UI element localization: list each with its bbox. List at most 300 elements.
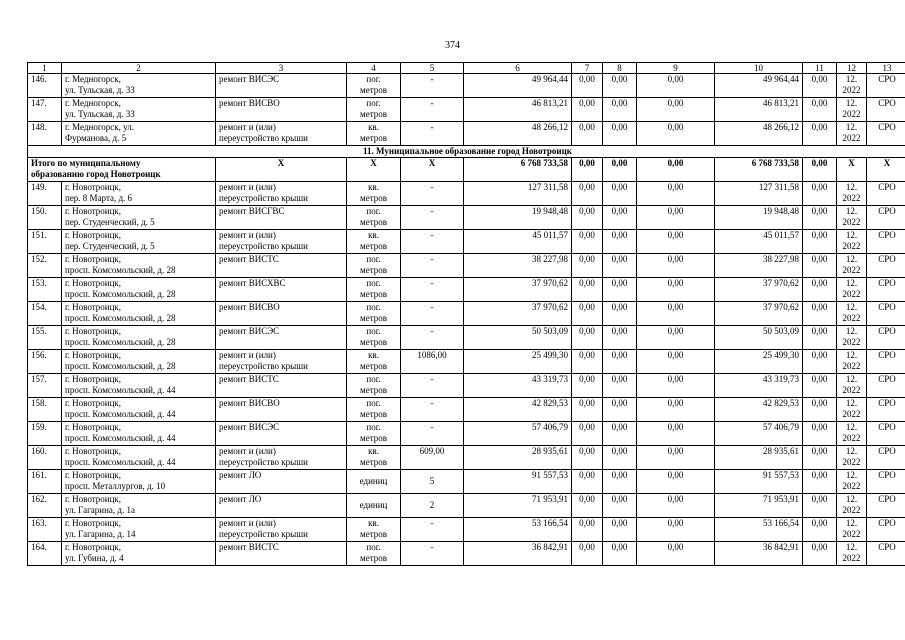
- cell-text: 0,00: [667, 446, 684, 456]
- cell-text: СРО: [878, 374, 896, 384]
- cell-text: 12.: [845, 494, 858, 504]
- cell-text: пог.: [366, 374, 381, 384]
- cell-text: пог.: [366, 302, 381, 312]
- cell-text: 0,00: [611, 518, 628, 528]
- table-row: [28, 182, 905, 206]
- cell-text: 0,00: [611, 254, 628, 264]
- unit-cell: [347, 278, 401, 302]
- cell-text: 146.: [31, 74, 47, 84]
- cost-cell: [715, 398, 803, 422]
- value-cell: [603, 398, 637, 422]
- cell-text: 0,00: [579, 122, 595, 132]
- value-cell: [603, 350, 637, 374]
- cell-text: 150.: [31, 206, 47, 216]
- cell-text: кв.: [368, 446, 379, 456]
- value-cell: [637, 374, 715, 398]
- cell-text: 71 953,91: [532, 494, 568, 504]
- value-cell: [572, 74, 603, 98]
- cost-cell: [715, 326, 803, 350]
- address-cell: [62, 398, 216, 422]
- date-cell: [837, 278, 867, 302]
- cell-text: 0,00: [811, 542, 828, 552]
- column-number: 12: [837, 63, 867, 74]
- cost-cell: [715, 182, 803, 206]
- unit-cell: [347, 494, 401, 518]
- cell-text: Фурманова, д. 5: [65, 132, 127, 143]
- date-cell: [837, 518, 867, 542]
- date-cell: [837, 98, 867, 122]
- value-cell: [803, 494, 837, 518]
- cost-cell: [715, 302, 803, 326]
- work-type-cell: [216, 206, 347, 230]
- cell-text: 0,00: [811, 350, 828, 360]
- cost-total-cell: [464, 74, 572, 98]
- quantity-cell: [401, 422, 464, 446]
- cell-text: г. Новотроицк,: [65, 446, 122, 456]
- method-cell: [867, 254, 905, 278]
- cell-text: 25 499,30: [532, 350, 568, 360]
- value-cell: [572, 254, 603, 278]
- date-cell: [837, 326, 867, 350]
- cell-text: 42 829,53: [532, 398, 568, 408]
- address-cell: [62, 122, 216, 146]
- cell-text: СРО: [878, 74, 896, 84]
- section-title: [28, 146, 905, 158]
- method-cell: [867, 278, 905, 302]
- unit-cell: [347, 182, 401, 206]
- cell-text: просп. Комсомольский, д. 28: [65, 360, 176, 371]
- unit-cell: [347, 350, 401, 374]
- cell-text: 46 813,21: [763, 98, 799, 108]
- cell-text: 91 557,53: [763, 470, 799, 480]
- work-type-cell: [216, 254, 347, 278]
- cell-text: 19 948,48: [532, 206, 568, 216]
- value-cell: [803, 326, 837, 350]
- cell-text: 0,00: [811, 158, 828, 168]
- cost-total-cell: [464, 122, 572, 146]
- cell-text: 149.: [31, 182, 47, 192]
- cell-text: 164.: [31, 542, 47, 552]
- cell-text: -: [430, 326, 434, 336]
- cell-text: 36 842,91: [532, 542, 568, 552]
- table-row: [28, 326, 905, 350]
- cell-text: 0,00: [611, 74, 628, 84]
- work-type-cell: [216, 182, 347, 206]
- cost-total-cell: [464, 302, 572, 326]
- method-cell: [867, 470, 905, 494]
- date-cell: [837, 302, 867, 326]
- cell-text: 0,00: [579, 350, 595, 360]
- section-title-row: [28, 146, 905, 158]
- cell-text: 2022: [842, 84, 861, 95]
- address-cell: [62, 374, 216, 398]
- cell-text: г. Новотроицк,: [65, 206, 122, 216]
- cell-text: 2022: [842, 480, 861, 491]
- value-cell: [803, 182, 837, 206]
- cell-text: 0,00: [579, 98, 595, 108]
- cost-cell: [715, 518, 803, 542]
- cell-text: пог.: [366, 254, 381, 264]
- value-cell: [637, 326, 715, 350]
- quantity-cell: [401, 350, 464, 374]
- cell-text: метров: [360, 384, 387, 395]
- cell-text: 12.: [845, 182, 858, 192]
- row-number: [28, 470, 62, 494]
- cell-text: 0,00: [611, 350, 628, 360]
- cell-text: пог.: [366, 278, 381, 288]
- cell-text: 0,00: [667, 422, 684, 432]
- cell-text: 19 948,48: [763, 206, 799, 216]
- cell-text: 50 503,09: [532, 326, 568, 336]
- quantity-cell: [401, 302, 464, 326]
- value-cell: [572, 182, 603, 206]
- cell-text: ремонт ВИСТС: [219, 542, 279, 552]
- value-cell: [637, 74, 715, 98]
- cell-text: 12.: [845, 74, 858, 84]
- cell-text: 2022: [842, 216, 861, 227]
- cost-total-cell: [464, 422, 572, 446]
- table-row: [28, 122, 905, 146]
- cell-text: метров: [360, 216, 387, 227]
- cost-cell: [715, 122, 803, 146]
- cell-text: 57 406,79: [763, 422, 799, 432]
- column-number: 10: [715, 63, 803, 74]
- quantity-cell: [401, 470, 464, 494]
- cell-text: 0,00: [611, 122, 628, 132]
- cell-text: кв.: [368, 350, 379, 360]
- cell-text: 49 964,44: [763, 74, 799, 84]
- column-number: 3: [216, 63, 347, 74]
- cell-text: переустройство крыши: [219, 528, 308, 539]
- total-cell: [401, 158, 464, 182]
- cell-text: 48 266,12: [763, 122, 799, 132]
- cell-text: 0,00: [667, 74, 684, 84]
- cell-text: 0,00: [667, 182, 684, 192]
- cost-cell: [715, 422, 803, 446]
- cell-text: 162.: [31, 494, 47, 504]
- cell-text: 2022: [842, 264, 861, 275]
- cell-text: ремонт и (или): [219, 350, 276, 360]
- cell-text: метров: [360, 456, 387, 467]
- cell-text: кв.: [368, 122, 379, 132]
- cost-total-cell: [464, 230, 572, 254]
- value-cell: [803, 206, 837, 230]
- cell-text: г. Новотроицк,: [65, 398, 122, 408]
- cell-text: просп. Комсомольский, д. 44: [65, 384, 176, 395]
- cost-total-cell: [464, 182, 572, 206]
- cell-text: 46 813,21: [532, 98, 568, 108]
- value-cell: [603, 542, 637, 566]
- method-cell: [867, 74, 905, 98]
- cell-text: ремонт ВИСВО: [219, 98, 280, 108]
- value-cell: [572, 446, 603, 470]
- cell-text: 38 227,98: [532, 254, 568, 264]
- value-cell: [637, 278, 715, 302]
- value-cell: [603, 326, 637, 350]
- work-type-cell: [216, 98, 347, 122]
- value-cell: [637, 230, 715, 254]
- cell-text: 37 970,62: [763, 302, 799, 312]
- cell-text: 49 964,44: [532, 74, 568, 84]
- address-cell: [62, 254, 216, 278]
- cell-text: просп. Комсомольский, д. 44: [65, 432, 176, 443]
- cell-text: просп. Комсомольский, д. 28: [65, 264, 176, 275]
- value-cell: [803, 122, 837, 146]
- value-cell: [572, 122, 603, 146]
- date-cell: [837, 122, 867, 146]
- cell-text: 0,00: [611, 470, 628, 480]
- cell-text: кв.: [368, 182, 379, 192]
- cell-text: 38 227,98: [763, 254, 799, 264]
- cell-text: метров: [360, 312, 387, 323]
- cell-text: 0,00: [811, 230, 828, 240]
- quantity-cell: [401, 98, 464, 122]
- cell-text: 2022: [842, 132, 861, 143]
- cost-total-cell: [464, 98, 572, 122]
- value-cell: [637, 206, 715, 230]
- quantity-cell: [401, 494, 464, 518]
- cell-text: СРО: [878, 350, 896, 360]
- cell-text: метров: [360, 192, 387, 203]
- cell-text: 0,00: [667, 302, 684, 312]
- table-row: [28, 398, 905, 422]
- value-cell: [803, 374, 837, 398]
- work-type-cell: [216, 518, 347, 542]
- value-cell: [572, 326, 603, 350]
- cell-text: 0,00: [611, 302, 628, 312]
- cell-text: г. Новотроицк,: [65, 518, 122, 528]
- cell-text: пер. 8 Марта, д. 6: [65, 192, 133, 203]
- cell-text: -: [430, 422, 434, 432]
- value-cell: [803, 230, 837, 254]
- cell-text: просп. Комсомольский, д. 28: [65, 336, 176, 347]
- cell-text: 0,00: [579, 254, 595, 264]
- cell-text: 0,00: [579, 518, 595, 528]
- cell-text: -: [430, 518, 434, 528]
- row-number: [28, 374, 62, 398]
- cell-text: 2022: [842, 456, 861, 467]
- value-cell: [637, 446, 715, 470]
- cell-text: 0,00: [811, 122, 828, 132]
- quantity-cell: [401, 446, 464, 470]
- cell-text: ремонт ВИСТС: [219, 374, 279, 384]
- cell-text: 0,00: [611, 182, 628, 192]
- cost-cell: [715, 278, 803, 302]
- value-cell: [637, 254, 715, 278]
- cell-text: 2022: [842, 528, 861, 539]
- value-cell: [803, 278, 837, 302]
- column-number: 6: [464, 63, 572, 74]
- value-cell: [603, 446, 637, 470]
- work-type-cell: [216, 398, 347, 422]
- table-row: [28, 422, 905, 446]
- cell-text: 0,00: [667, 230, 684, 240]
- cell-text: 0,00: [667, 542, 684, 552]
- cost-total-cell: [464, 206, 572, 230]
- cell-text: 37 970,62: [532, 278, 568, 288]
- unit-cell: [347, 74, 401, 98]
- cell-text: 0,00: [667, 158, 684, 168]
- cell-text: ремонт ВИСЭС: [219, 422, 280, 432]
- work-type-cell: [216, 122, 347, 146]
- quantity-cell: [401, 398, 464, 422]
- table-row: [28, 446, 905, 470]
- date-cell: [837, 350, 867, 374]
- cell-text: пог.: [366, 206, 381, 216]
- value-cell: [637, 398, 715, 422]
- cell-text: 0,00: [579, 422, 595, 432]
- cell-text: -: [430, 398, 434, 408]
- cell-text: 0,00: [811, 254, 828, 264]
- value-cell: [572, 302, 603, 326]
- table-row: [28, 302, 905, 326]
- value-cell: [572, 98, 603, 122]
- cell-text: 2022: [842, 432, 861, 443]
- work-type-cell: [216, 542, 347, 566]
- total-cost: [715, 158, 803, 182]
- value-cell: [637, 350, 715, 374]
- unit-cell: [347, 254, 401, 278]
- cell-text: 0,00: [811, 74, 828, 84]
- date-cell: [837, 206, 867, 230]
- cell-text: 53 166,54: [532, 518, 568, 528]
- cell-text: СРО: [878, 422, 896, 432]
- cell-text: 0,00: [811, 98, 828, 108]
- cell-text: пог.: [366, 74, 381, 84]
- cell-text: 12.: [845, 302, 858, 312]
- cell-text: 12.: [845, 254, 858, 264]
- cell-text: 159.: [31, 422, 47, 432]
- date-cell: [837, 74, 867, 98]
- address-cell: [62, 542, 216, 566]
- cell-text: 12.: [845, 374, 858, 384]
- cell-text: 0,00: [811, 374, 828, 384]
- cell-text: 0,00: [611, 494, 628, 504]
- cell-text: -: [430, 98, 434, 108]
- value-cell: [803, 446, 837, 470]
- total-cell: [216, 158, 347, 182]
- cell-text: Х: [883, 158, 891, 168]
- quantity-cell: [401, 206, 464, 230]
- cell-text: 6 768 733,58: [520, 158, 568, 168]
- cell-text: 154.: [31, 302, 47, 312]
- date-cell: [837, 542, 867, 566]
- cell-text: метров: [360, 432, 387, 443]
- cell-text: пер. Студенческий, д. 5: [65, 240, 155, 251]
- cell-text: -: [430, 206, 434, 216]
- address-cell: [62, 182, 216, 206]
- cost-cell: [715, 470, 803, 494]
- value-cell: [572, 230, 603, 254]
- method-cell: [867, 206, 905, 230]
- cell-text: СРО: [878, 206, 896, 216]
- cell-text: ремонт ЛО: [219, 470, 262, 480]
- value-cell: [803, 302, 837, 326]
- column-number: 5: [401, 63, 464, 74]
- cell-text: 0,00: [579, 278, 595, 288]
- cell-text: 12.: [845, 470, 858, 480]
- cost-cell: [715, 374, 803, 398]
- row-number: [28, 98, 62, 122]
- address-cell: [62, 230, 216, 254]
- value-cell: [603, 182, 637, 206]
- work-type-cell: [216, 326, 347, 350]
- address-cell: [62, 98, 216, 122]
- cell-text: ремонт ВИСТС: [219, 254, 279, 264]
- cost-total-cell: [464, 518, 572, 542]
- total-cell: [837, 158, 867, 182]
- value-cell: [637, 98, 715, 122]
- unit-cell: [347, 446, 401, 470]
- cell-text: ремонт ВИСВО: [219, 398, 280, 408]
- cell-text: г. Новотроицк,: [65, 254, 122, 264]
- cell-text: 0,00: [811, 278, 828, 288]
- cell-text: ремонт ВИСХВС: [219, 278, 286, 288]
- cell-text: просп. Металлургов, д. 10: [65, 480, 166, 491]
- cell-text: 12.: [845, 350, 858, 360]
- value-cell: [572, 494, 603, 518]
- table-row: [28, 374, 905, 398]
- cell-text: 12.: [845, 230, 858, 240]
- quantity-cell: [401, 230, 464, 254]
- cell-text: ремонт и (или): [219, 182, 276, 192]
- table-row: [28, 518, 905, 542]
- cell-text: -: [430, 278, 434, 288]
- cell-text: 1086,00: [417, 350, 447, 360]
- cell-text: 0,00: [811, 326, 828, 336]
- cell-text: ул. Гагарина, д. 14: [65, 528, 136, 539]
- cell-text: 12.: [845, 98, 858, 108]
- cell-text: -: [430, 254, 434, 264]
- cell-text: 0,00: [811, 302, 828, 312]
- method-cell: [867, 542, 905, 566]
- address-cell: [62, 302, 216, 326]
- cell-text: СРО: [878, 182, 896, 192]
- cell-text: 28 935,61: [532, 446, 568, 456]
- cell-text: пог.: [366, 542, 381, 552]
- table-body: [28, 63, 905, 566]
- cell-text: -: [430, 182, 434, 192]
- quantity-cell: [401, 74, 464, 98]
- cell-text: 127 311,58: [758, 182, 799, 192]
- quantity-cell: [401, 254, 464, 278]
- cell-text: переустройство крыши: [219, 192, 308, 203]
- cell-text: г. Медногорск, ул.: [65, 122, 135, 132]
- method-cell: [867, 398, 905, 422]
- cell-text: 156.: [31, 350, 47, 360]
- value-cell: [603, 206, 637, 230]
- cell-text: метров: [360, 552, 387, 563]
- cell-text: 0,00: [811, 518, 828, 528]
- cell-text: 160.: [31, 446, 47, 456]
- cell-text: 163.: [31, 518, 47, 528]
- value-cell: [803, 518, 837, 542]
- cost-cell: [715, 542, 803, 566]
- cell-text: СРО: [878, 398, 896, 408]
- total-cell: [347, 158, 401, 182]
- cell-text: 161.: [31, 470, 47, 480]
- value-cell: [572, 278, 603, 302]
- table-row: [28, 278, 905, 302]
- cell-text: просп. Комсомольский, д. 44: [65, 456, 176, 467]
- value-cell: [803, 74, 837, 98]
- cell-text: СРО: [878, 542, 896, 552]
- cell-text: ремонт ВИСВО: [219, 302, 280, 312]
- total-cell: [637, 158, 715, 182]
- row-number: [28, 74, 62, 98]
- cell-text: 127 311,58: [527, 182, 568, 192]
- value-cell: [603, 98, 637, 122]
